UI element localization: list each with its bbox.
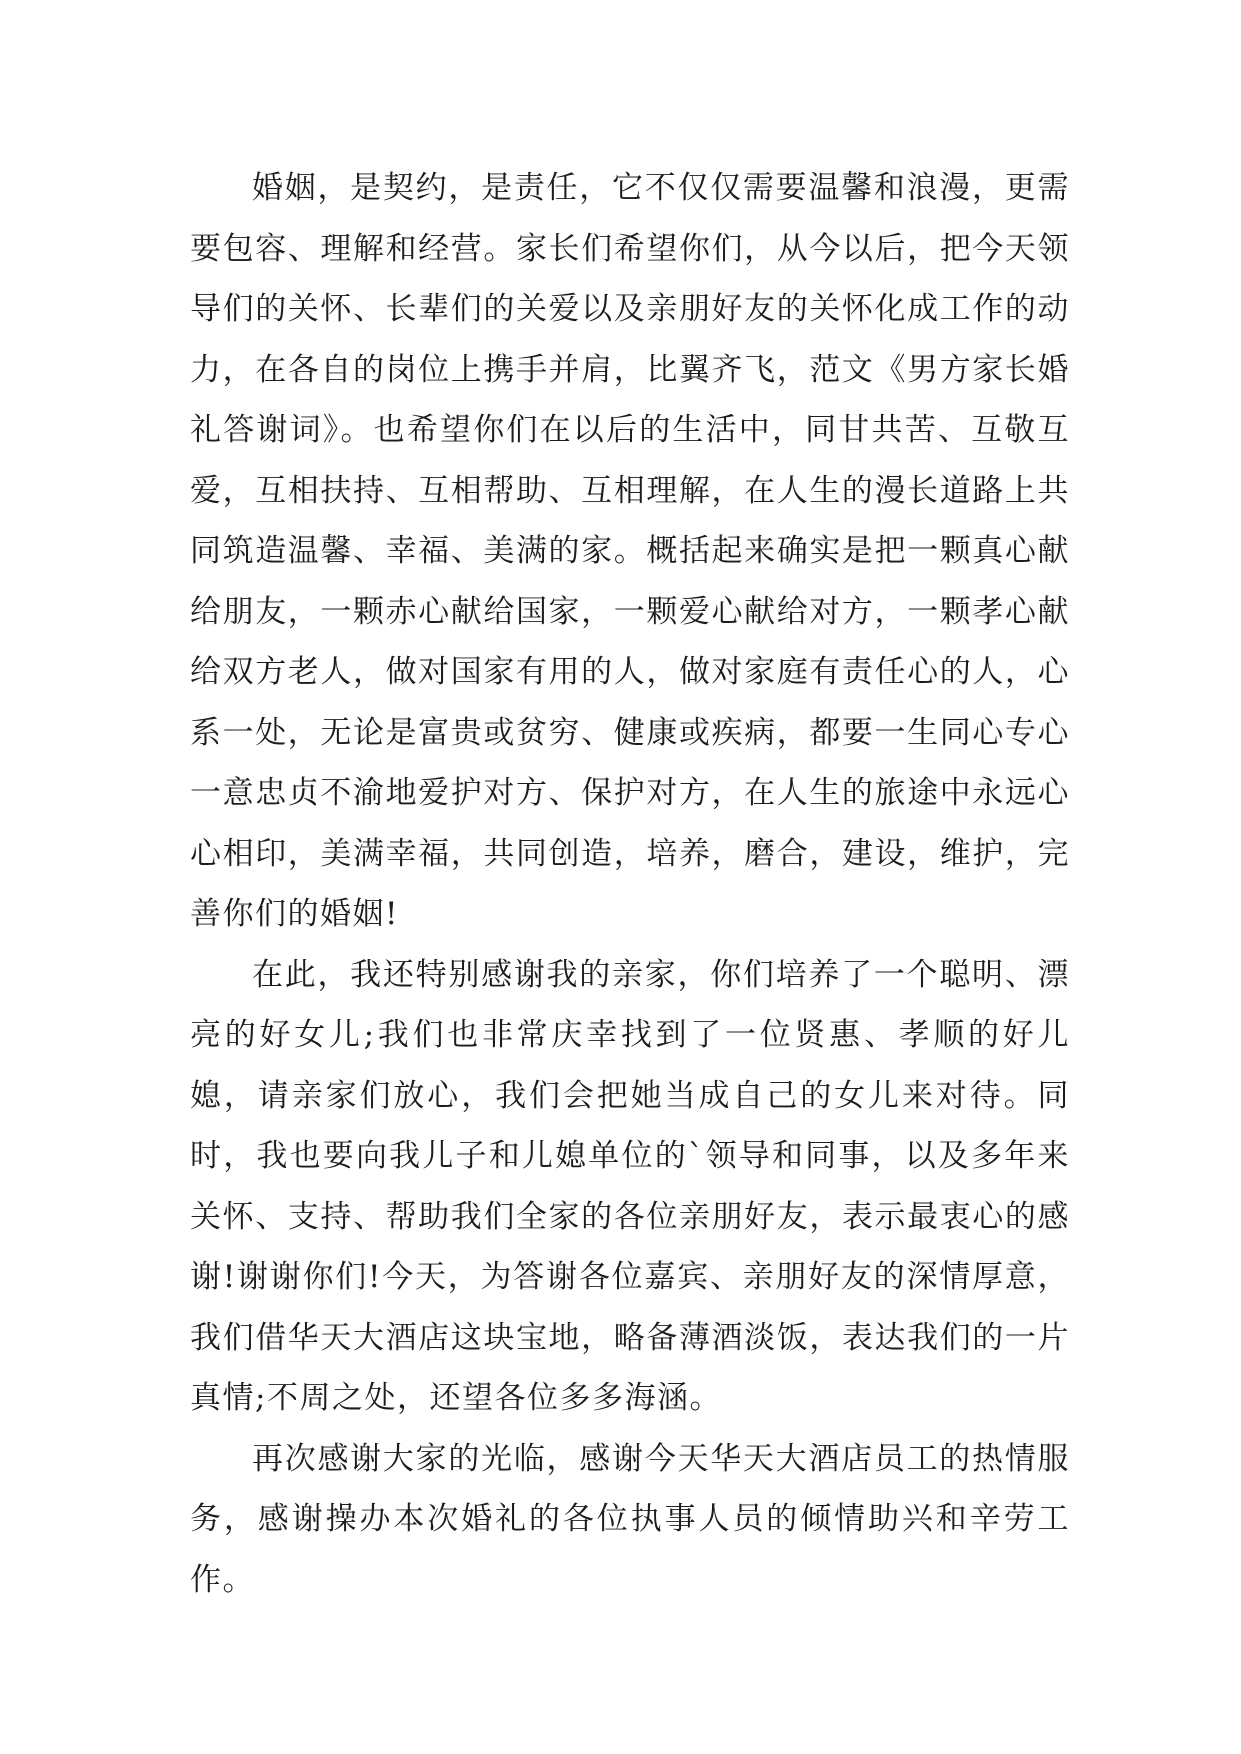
paragraph-3: 再次感谢大家的光临，感谢今天华天大酒店员工的热情服务，感谢操办本次婚礼的各位执事人员的倾情助兴和辛劳工作。 (190, 1440, 1070, 1598)
paragraph-2: 在此，我还特别感谢我的亲家，你们培养了一个聪明、漂亮的好女儿;我们也非常庆幸找到了一位贤惠、孝顺的好儿媳，请亲家们放心，我们会把她当成自己的女儿来对待。同时，我也要向我儿子和儿媳单位的`领导和同事，以及多年来关怀、支持、帮助我们全家的各位亲朋好友，表示最衷心的感谢!谢谢你们!今天，为答谢各位嘉宾、亲朋好友的深情厚意，我们借华天大酒店这块宝地，略备薄酒淡饭，表达我们的一片真情;不周之处，还望各位多多海涵。 (190, 956, 1070, 1416)
paragraph-1: 婚姻，是契约，是责任，它不仅仅需要温馨和浪漫，更需要包容、理解和经营。家长们希望你们，从今以后，把今天领导们的关怀、长辈们的关爱以及亲朋好友的关怀化成工作的动力，在各自的岗位上携手并肩，比翼齐飞，范文《男方家长婚礼答谢词》。也希望你们在以后的生活中，同甘共苦、互敬互爱，互相扶持、互相帮助、互相理解，在人生的漫长道路上共同筑造温馨、幸福、美满的家。概括起来确实是把一颗真心献给朋友，一颗赤心献给国家，一颗爱心献给对方，一颗孝心献给双方老人，做对国家有用的人，做对家庭有责任心的人，心系一处，无论是富贵或贫穷、健康或疾病，都要一生同心专心一意忠贞不渝地爱护对方、保护对方，在人生的旅途中永远心心相印，美满幸福，共同创造，培养，磨合，建设，维护，完善你们的婚姻! (190, 170, 1070, 932)
document-body (190, 158, 1070, 1610)
